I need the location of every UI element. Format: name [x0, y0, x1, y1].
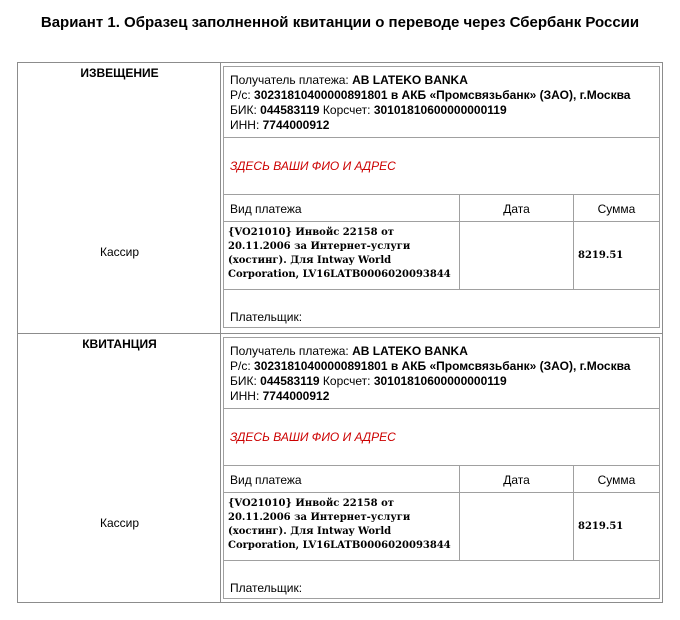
- bik-value: 044583119: [260, 374, 320, 388]
- notice-details: [223, 66, 660, 328]
- bik-label: БИК:: [230, 103, 261, 117]
- receipt-form: [17, 62, 663, 603]
- column-header-sum: Сумма: [574, 195, 659, 222]
- korr-value: 30101810600000000119: [373, 374, 507, 388]
- recipient-label: Получатель платежа:: [230, 344, 353, 358]
- page-title: Вариант 1. Образец заполненной квитанции о переводе через Сбербанк России: [40, 14, 640, 31]
- inn-value: 7744000912: [262, 389, 330, 403]
- inn-value: 7744000912: [262, 118, 330, 132]
- inn-label: ИНН:: [230, 389, 263, 403]
- cashier-label: Кассир: [99, 245, 140, 259]
- account-label: Р/с:: [230, 359, 255, 373]
- payment-table: [224, 195, 659, 290]
- receipt-heading: КВИТАНЦИЯ: [82, 337, 157, 351]
- column-header-sum: Сумма: [574, 466, 659, 493]
- inn-label: ИНН:: [230, 118, 263, 132]
- bik-value: 044583119: [260, 103, 320, 117]
- account-value: 30231810400000891801 в АКБ «Промсвязьбанк» (ЗАО), г.Москва: [254, 88, 631, 102]
- notice-section: [18, 63, 662, 333]
- account-value: 30231810400000891801 в АКБ «Промсвязьбанк» (ЗАО), г.Москва: [254, 359, 631, 373]
- payment-table: [224, 466, 659, 561]
- payment-sum: 8219.51: [574, 493, 659, 561]
- column-header-payment-type: Вид платежа: [224, 466, 460, 493]
- recipient-label: Получатель платежа:: [230, 73, 353, 87]
- receipt-details: [223, 337, 660, 599]
- korr-label: Корсчет:: [319, 103, 374, 117]
- payment-date: [460, 493, 574, 561]
- recipient-name: AB LATEKO BANKA: [352, 344, 468, 358]
- receipt-left-cell: [18, 334, 221, 603]
- column-header-payment-type: Вид платежа: [224, 195, 460, 222]
- notice-heading: ИЗВЕЩЕНИЕ: [80, 66, 159, 80]
- recipient-name: AB LATEKO BANKA: [352, 73, 468, 87]
- recipient-block: [224, 67, 659, 138]
- korr-label: Корсчет:: [319, 374, 374, 388]
- recipient-block: [224, 338, 659, 409]
- receipt-section: [18, 333, 662, 603]
- notice-left-cell: [18, 63, 221, 333]
- cashier-label: Кассир: [99, 516, 140, 530]
- korr-value: 30101810600000000119: [373, 103, 507, 117]
- payment-sum: 8219.51: [574, 222, 659, 290]
- column-header-date: Дата: [460, 195, 574, 222]
- payment-date: [460, 222, 574, 290]
- payer-label: Плательщик:: [230, 310, 303, 324]
- payer-label: Плательщик:: [230, 581, 303, 595]
- payment-description: {VO21010} Инвойс 22158 от 20.11.2006 за Интернет-услуги (хостинг). Для Intway World Corporation, LV16LATB0006020093844: [224, 222, 460, 290]
- fio-placeholder: ЗДЕСЬ ВАШИ ФИО И АДРЕС: [224, 409, 659, 466]
- account-label: Р/с:: [230, 88, 255, 102]
- bik-label: БИК:: [230, 374, 261, 388]
- column-header-date: Дата: [460, 466, 574, 493]
- payment-description: {VO21010} Инвойс 22158 от 20.11.2006 за Интернет-услуги (хостинг). Для Intway World Corporation, LV16LATB0006020093844: [224, 493, 460, 561]
- fio-placeholder: ЗДЕСЬ ВАШИ ФИО И АДРЕС: [224, 138, 659, 195]
